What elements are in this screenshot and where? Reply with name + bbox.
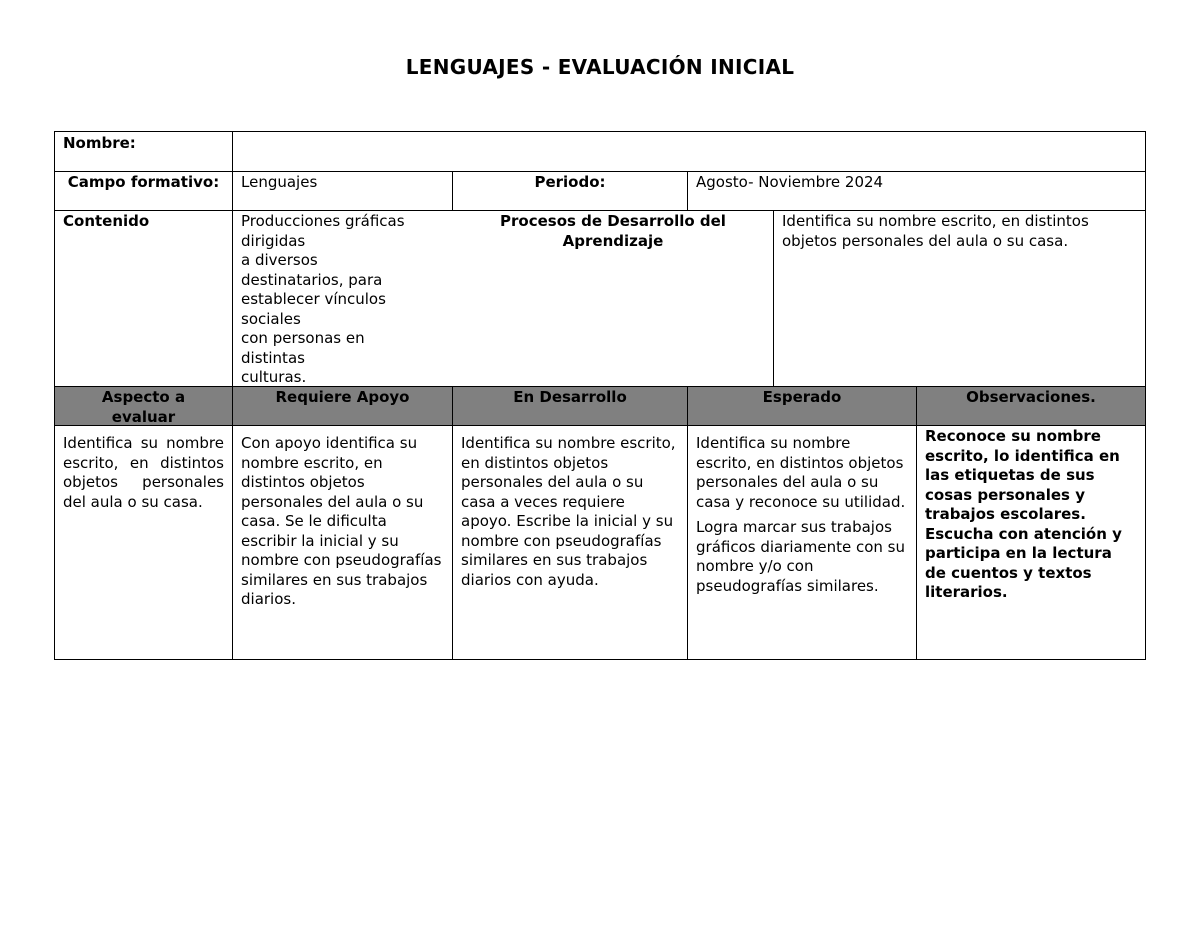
contenido-line: Producciones gráficas <box>241 212 405 230</box>
contenido-line: culturas. <box>241 368 307 386</box>
header-requiere-apoyo: Requiere Apoyo <box>275 388 410 406</box>
pda-label: Procesos de Desarrollo del Aprendizaje <box>500 212 726 250</box>
periodo-label: Periodo: <box>534 173 606 191</box>
contenido-value <box>233 212 452 388</box>
requiere-apoyo-text: Con apoyo identifica su nombre escrito, en distintos objetos personales del aula o su casa. Se le dificulta escribir la inicial y su nombre con pseudografías similares en sus trabajos diarios. <box>241 434 442 608</box>
contenido-line: con personas en <box>241 329 365 347</box>
contenido-line: sociales <box>241 309 301 328</box>
esperado-paragraph-2: Logra marcar sus trabajos gráficos diariamente con su nombre y/o con pseudografías similares. <box>696 518 905 595</box>
nombre-label: Nombre: <box>63 134 136 152</box>
header-observaciones: Observaciones. <box>966 388 1096 406</box>
campo-formativo-value: Lenguajes <box>241 173 318 191</box>
contenido-line: dirigidas <box>241 231 306 250</box>
contenido-line: distintas <box>241 348 305 367</box>
esperado-text <box>688 434 916 596</box>
campo-formativo-label: Campo formativo: <box>67 173 220 191</box>
contenido-line: a diversos <box>241 251 318 269</box>
esperado-paragraph-1: Identifica su nombre escrito, en distintos objetos personales del aula o su casa y reconoce su utilidad. <box>696 434 906 511</box>
header-en-desarrollo: En Desarrollo <box>513 388 627 406</box>
observaciones-text: Reconoce su nombre escrito, lo identifica en las etiquetas de sus cosas personales y trabajos escolares. Escucha con atención y participa en la lectura de cuentos y textos literarios. <box>925 427 1122 601</box>
contenido-line: destinatarios, para <box>241 270 383 289</box>
contenido-label: Contenido <box>63 212 150 230</box>
periodo-value: Agosto- Noviembre 2024 <box>696 173 884 191</box>
pda-value: Identifica su nombre escrito, en distintos objetos personales del aula o su casa. <box>782 212 1089 250</box>
en-desarrollo-text: Identifica su nombre escrito, en distintos objetos personales del aula o su casa a veces requiere apoyo. Escribe la inicial y su nombre con pseudografías similares en sus trabajos diarios con ayuda. <box>461 434 676 589</box>
contenido-line: establecer vínculos <box>241 290 386 308</box>
aspecto-text: Identifica su nombre escrito, en distintos objetos personales del aula o su casa. <box>63 434 224 511</box>
page-title: LENGUAJES - EVALUACIÓN INICIAL <box>405 55 795 79</box>
nombre-value[interactable] <box>233 134 1145 170</box>
header-aspecto: Aspecto a evaluar <box>101 388 186 426</box>
header-esperado: Esperado <box>762 388 842 406</box>
